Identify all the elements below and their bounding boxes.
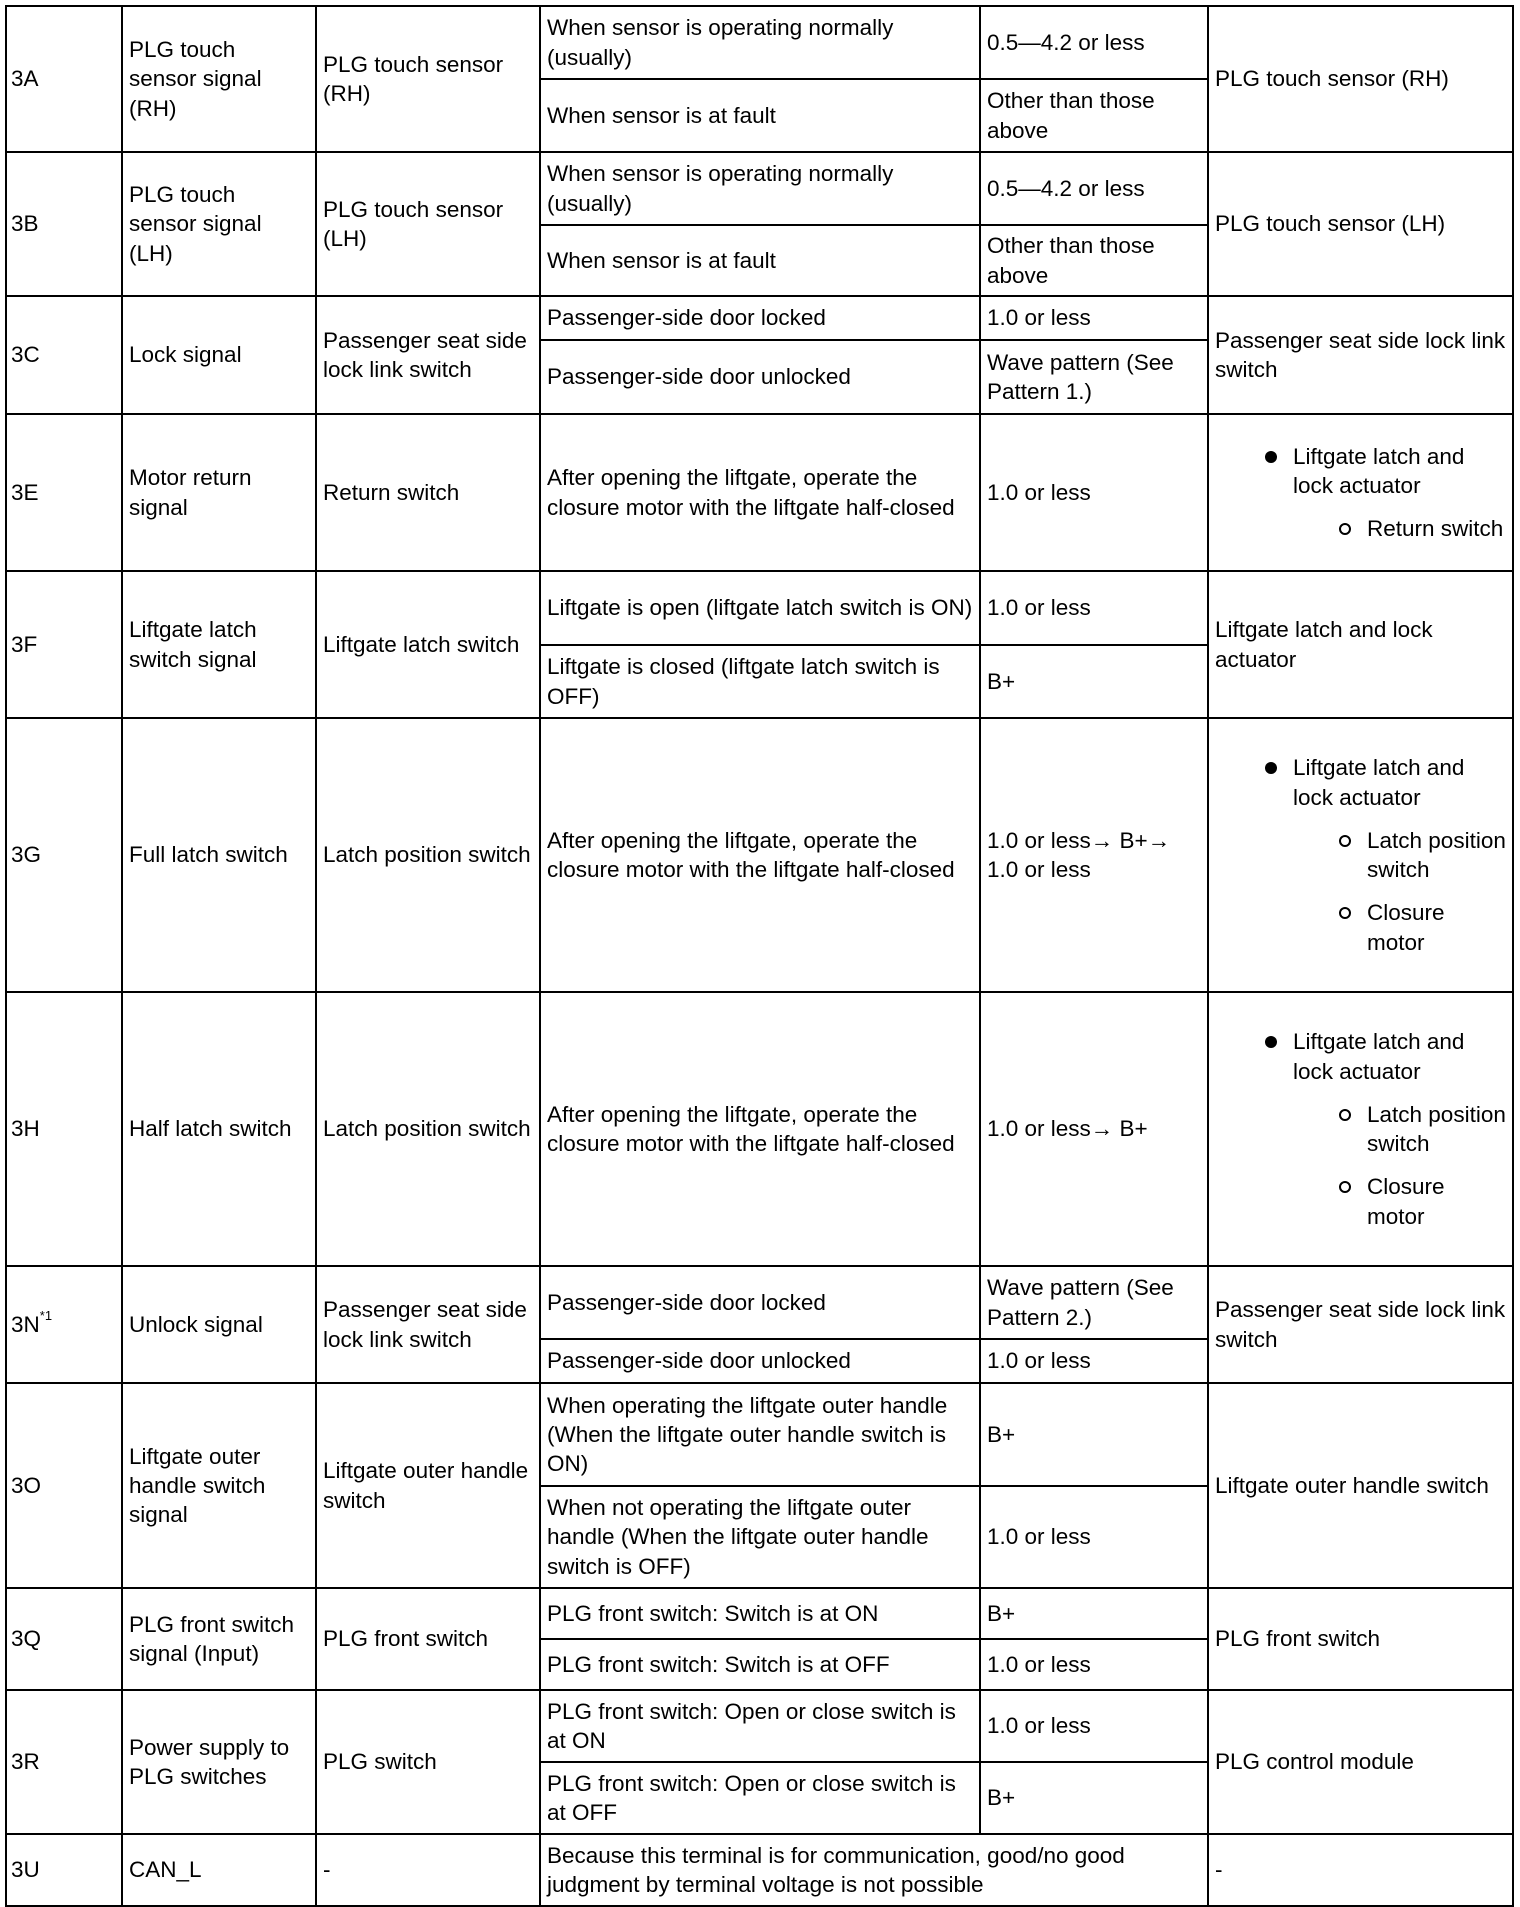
possible-cause-cell: Passenger seat side lock link switch (1208, 296, 1513, 414)
voltage-cell: 1.0 or less (980, 1639, 1208, 1690)
possible-cause-cell (1208, 718, 1513, 992)
signal-name-cell: Motor return signal (122, 414, 316, 571)
signal-name-cell: Liftgate latch switch signal (122, 571, 316, 718)
signal-name-cell: Lock signal (122, 296, 316, 414)
cause-item-label: Liftgate latch and lock actuator (1293, 755, 1465, 810)
terminal-cell: 3H (6, 992, 122, 1266)
connected-to-cell: Latch position switch (316, 718, 540, 992)
possible-cause-cell: Liftgate outer handle switch (1208, 1383, 1513, 1588)
connected-to-cell: PLG switch (316, 1690, 540, 1834)
list-item (1255, 442, 1506, 544)
possible-cause-cell (1208, 992, 1513, 1266)
connected-to-cell: - (316, 1834, 540, 1906)
voltage-cell: Wave pattern (See Pattern 2.) (980, 1266, 1208, 1339)
voltage-cell: Other than those above (980, 225, 1208, 296)
connected-to-cell: Passenger seat side lock link switch (316, 1266, 540, 1383)
terminal-cell: 3U (6, 1834, 122, 1906)
condition-cell: Passenger-side door unlocked (540, 340, 980, 414)
condition-cell: Passenger-side door locked (540, 296, 980, 340)
voltage-cell: 1.0 or less (980, 1339, 1208, 1383)
table-row (6, 296, 1513, 340)
condition-cell: PLG front switch: Open or close switch is at OFF (540, 1762, 980, 1834)
sub-list (1293, 514, 1506, 543)
terminal-cell: 3R (6, 1690, 122, 1834)
table-row (6, 152, 1513, 225)
voltage-cell: 0.5—4.2 or less (980, 152, 1208, 225)
connected-to-cell: Liftgate latch switch (316, 571, 540, 718)
terminal-cell (6, 1266, 122, 1383)
voltage-cell: 1.0 or less (980, 296, 1208, 340)
voltage-cell: B+ (980, 1762, 1208, 1834)
sub-list (1293, 826, 1506, 957)
terminal-cell: 3G (6, 718, 122, 992)
connected-to-cell: Return switch (316, 414, 540, 571)
possible-cause-cell: PLG control module (1208, 1690, 1513, 1834)
voltage-cell: 1.0 or less (980, 414, 1208, 571)
list-item (1255, 1027, 1506, 1231)
sub-list-item: Return switch (1333, 514, 1506, 543)
signal-name-cell: CAN_L (122, 1834, 316, 1906)
condition-cell: When not operating the liftgate outer handle (When the liftgate outer handle switch is OFF) (540, 1486, 980, 1588)
condition-cell: After opening the liftgate, operate the closure motor with the liftgate half-closed (540, 718, 980, 992)
voltage-cell: B+ (980, 1588, 1208, 1639)
voltage-cell: 1.0 or less (980, 1486, 1208, 1588)
table-row (6, 1690, 1513, 1762)
footnote-marker: *1 (39, 1307, 53, 1323)
voltage-cell: Other than those above (980, 79, 1208, 152)
voltage-cell: 1.0 or less→ B+ (980, 992, 1208, 1266)
possible-cause-list (1215, 753, 1506, 957)
possible-cause-cell: PLG front switch (1208, 1588, 1513, 1690)
possible-cause-cell: Liftgate latch and lock actuator (1208, 571, 1513, 718)
table-row (6, 1588, 1513, 1639)
sub-list-item: Closure motor (1333, 898, 1506, 957)
cause-item-label: Liftgate latch and lock actuator (1293, 443, 1465, 498)
table-row (6, 571, 1513, 645)
condition-cell: After opening the liftgate, operate the closure motor with the liftgate half-closed (540, 992, 980, 1266)
table-row (6, 1834, 1513, 1906)
terminal-cell: 3F (6, 571, 122, 718)
terminal-cell: 3E (6, 414, 122, 571)
terminal-cell: 3A (6, 6, 122, 152)
condition-cell: PLG front switch: Switch is at ON (540, 1588, 980, 1639)
possible-cause-cell (1208, 414, 1513, 571)
table-row (6, 6, 1513, 79)
note-cell: Because this terminal is for communication, good/no good judgment by terminal voltage is not possible (540, 1834, 1208, 1906)
condition-cell: When sensor is operating normally (usually) (540, 152, 980, 225)
signal-name-cell: Power supply to PLG switches (122, 1690, 316, 1834)
terminal-label: 3N (11, 1311, 40, 1337)
condition-cell: Passenger-side door unlocked (540, 1339, 980, 1383)
condition-cell: When sensor is at fault (540, 225, 980, 296)
connected-to-cell: PLG touch sensor (RH) (316, 6, 540, 152)
signal-name-cell: Unlock signal (122, 1266, 316, 1383)
table-row (6, 718, 1513, 992)
condition-cell: Passenger-side door locked (540, 1266, 980, 1339)
signal-name-cell: Liftgate outer handle switch signal (122, 1383, 316, 1588)
possible-cause-cell: PLG touch sensor (LH) (1208, 152, 1513, 296)
signal-name-cell: PLG touch sensor signal (LH) (122, 152, 316, 296)
table-row (6, 1266, 1513, 1339)
connected-to-cell: PLG touch sensor (LH) (316, 152, 540, 296)
sub-list-item: Latch position switch (1333, 826, 1506, 885)
possible-cause-cell: PLG touch sensor (RH) (1208, 6, 1513, 152)
voltage-cell: 0.5—4.2 or less (980, 6, 1208, 79)
connected-to-cell: Liftgate outer handle switch (316, 1383, 540, 1588)
terminal-cell: 3C (6, 296, 122, 414)
signal-name-cell: PLG touch sensor signal (RH) (122, 6, 316, 152)
terminal-cell: 3B (6, 152, 122, 296)
voltage-cell: 1.0 or less (980, 571, 1208, 645)
possible-cause-cell: - (1208, 1834, 1513, 1906)
condition-cell: When operating the liftgate outer handle (When the liftgate outer handle switch is ON) (540, 1383, 980, 1486)
condition-cell: When sensor is operating normally (usually) (540, 6, 980, 79)
voltage-cell: Wave pattern (See Pattern 1.) (980, 340, 1208, 414)
table-row (6, 992, 1513, 1266)
connected-to-cell: PLG front switch (316, 1588, 540, 1690)
condition-cell: Liftgate is closed (liftgate latch switch is OFF) (540, 645, 980, 718)
terminal-cell: 3Q (6, 1588, 122, 1690)
voltage-cell: B+ (980, 1383, 1208, 1486)
list-item (1255, 753, 1506, 957)
signal-name-cell: Half latch switch (122, 992, 316, 1266)
condition-cell: When sensor is at fault (540, 79, 980, 152)
condition-cell: After opening the liftgate, operate the closure motor with the liftgate half-closed (540, 414, 980, 571)
terminal-cell: 3O (6, 1383, 122, 1588)
terminal-voltage-table (5, 5, 1514, 1907)
condition-cell: PLG front switch: Open or close switch is at ON (540, 1690, 980, 1762)
possible-cause-list (1215, 442, 1506, 544)
sub-list (1293, 1100, 1506, 1231)
sub-list-item: Latch position switch (1333, 1100, 1506, 1159)
connected-to-cell: Latch position switch (316, 992, 540, 1266)
table-row (6, 1383, 1513, 1486)
condition-cell: PLG front switch: Switch is at OFF (540, 1639, 980, 1690)
possible-cause-list (1215, 1027, 1506, 1231)
connected-to-cell: Passenger seat side lock link switch (316, 296, 540, 414)
condition-cell: Liftgate is open (liftgate latch switch is ON) (540, 571, 980, 645)
voltage-cell: 1.0 or less (980, 1690, 1208, 1762)
possible-cause-cell: Passenger seat side lock link switch (1208, 1266, 1513, 1383)
voltage-cell: 1.0 or less→ B+→ 1.0 or less (980, 718, 1208, 992)
signal-name-cell: Full latch switch (122, 718, 316, 992)
voltage-cell: B+ (980, 645, 1208, 718)
sub-list-item: Closure motor (1333, 1172, 1506, 1231)
cause-item-label: Liftgate latch and lock actuator (1293, 1029, 1465, 1084)
signal-name-cell: PLG front switch signal (Input) (122, 1588, 316, 1690)
table-row (6, 414, 1513, 571)
